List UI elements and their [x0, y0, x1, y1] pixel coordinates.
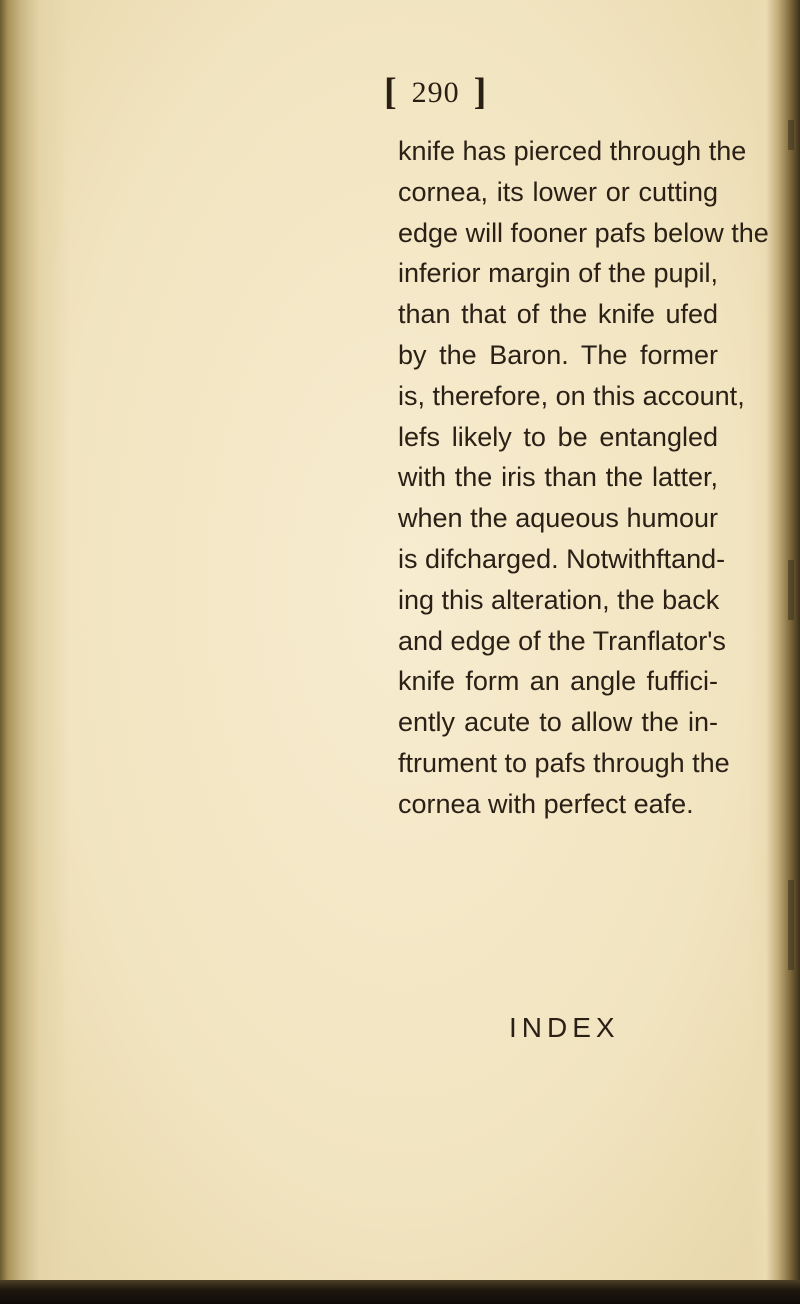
text-line: with the iris than the latter, — [398, 462, 718, 493]
header-bracket-close: ] — [473, 71, 488, 113]
text-line: and edge of the Tranflator's — [398, 625, 726, 656]
page-number: 290 — [411, 76, 460, 109]
page-bottom-edge — [0, 1280, 800, 1304]
text-line: is, therefore, on this account, — [398, 380, 745, 411]
text-line: than that of the knife ufed — [398, 299, 718, 330]
body-paragraph — [398, 131, 769, 825]
text-line: knife form an angle fuffici- — [398, 666, 718, 697]
text-line: by the Baron. The former — [398, 339, 718, 370]
catchword-index: INDEX — [509, 1012, 620, 1043]
text-line: cornea with perfect eafe. — [398, 788, 694, 819]
text-line: lefs likely to be entangled — [398, 421, 718, 452]
text-line: is difcharged. Notwithftand- — [398, 543, 726, 574]
text-line: ftrument to pafs through the — [398, 747, 730, 778]
page-header — [384, 70, 487, 114]
edge-shadow — [788, 560, 794, 620]
text-line: ently acute to allow the in- — [398, 707, 718, 738]
text-line: knife has pierced through the — [398, 136, 747, 166]
text-line: when the aqueous humour — [398, 503, 718, 534]
edge-shadow — [788, 880, 794, 970]
text-line: cornea, its lower or cutting — [398, 176, 718, 207]
header-bracket-open: [ — [384, 71, 398, 113]
text-line: edge will fooner pafs below the — [398, 217, 769, 248]
text-line: ing this alteration, the back — [398, 584, 720, 615]
edge-shadow — [788, 120, 794, 150]
text-line: inferior margin of the pupil, — [398, 258, 718, 289]
